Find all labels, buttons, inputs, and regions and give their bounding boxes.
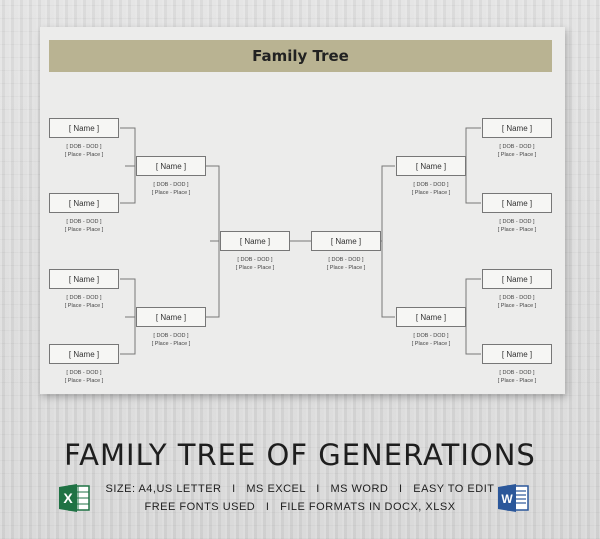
excel-icon [57,481,91,515]
person-box-outer-right-1: [ Name ] [482,118,552,138]
person-meta-outer-right-3: [ DOB - DOD ] [ Place - Place ] [497,295,537,309]
person-meta-inner-left-1: [ DOB - DOD ] [ Place - Place ] [151,182,191,196]
word-icon-letter: W [501,492,513,506]
person-box-inner-left-1: [ Name ] [136,156,206,176]
person-box-outer-left-3: [ Name ] [49,269,119,289]
person-box-inner-right-2: [ Name ] [396,307,466,327]
person-box-inner-right-1: [ Name ] [396,156,466,176]
person-meta-center-right: [ DOB - DOD ] [ Place - Place ] [326,257,366,271]
person-box-outer-right-2: [ Name ] [482,193,552,213]
person-meta-inner-left-2: [ DOB - DOD ] [ Place - Place ] [151,333,191,347]
person-box-outer-right-4: [ Name ] [482,344,552,364]
person-meta-inner-right-2: [ DOB - DOD ] [ Place - Place ] [411,333,451,347]
person-box-outer-right-3: [ Name ] [482,269,552,289]
person-meta-outer-right-2: [ DOB - DOD ] [ Place - Place ] [497,219,537,233]
promo-headline: FAMILY TREE OF GENERATIONS [64,438,536,472]
person-meta-outer-right-1: [ DOB - DOD ] [ Place - Place ] [497,144,537,158]
word-icon [496,481,530,515]
person-box-outer-left-2: [ Name ] [49,193,119,213]
person-meta-outer-left-4: [ DOB - DOD ] [ Place - Place ] [64,370,104,384]
person-meta-outer-right-4: [ DOB - DOD ] [ Place - Place ] [497,370,537,384]
promo-info-line-2: FREE FONTS USED I FILE FORMATS IN DOCX, XLSX [144,501,456,513]
person-meta-center-left: [ DOB - DOD ] [ Place - Place ] [235,257,275,271]
excel-icon-letter: X [63,490,73,506]
document-title: Family Tree [49,40,552,72]
person-meta-outer-left-3: [ DOB - DOD ] [ Place - Place ] [64,295,104,309]
person-meta-outer-left-2: [ DOB - DOD ] [ Place - Place ] [64,219,104,233]
person-meta-outer-left-1: [ DOB - DOD ] [ Place - Place ] [64,144,104,158]
person-box-outer-left-1: [ Name ] [49,118,119,138]
person-box-center-left: [ Name ] [220,231,290,251]
person-meta-inner-right-1: [ DOB - DOD ] [ Place - Place ] [411,182,451,196]
promo-info-line-1: SIZE: A4,US LETTER I MS EXCEL I MS WORD I EASY TO EDIT [105,483,495,495]
person-box-inner-left-2: [ Name ] [136,307,206,327]
person-box-outer-left-4: [ Name ] [49,344,119,364]
person-box-center-right: [ Name ] [311,231,381,251]
